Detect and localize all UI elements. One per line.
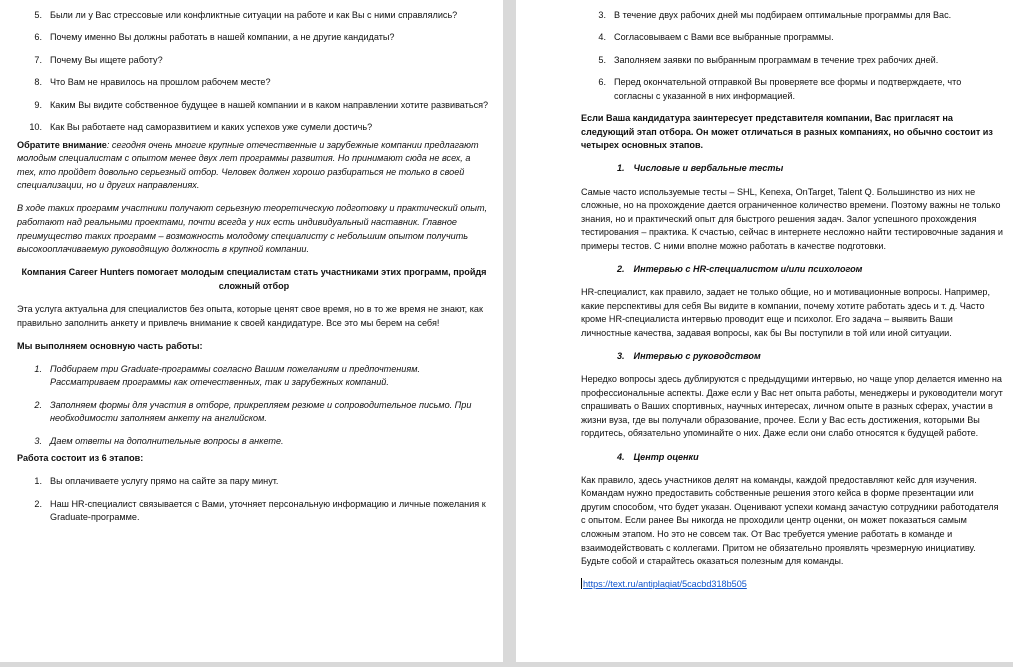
list-item: 4. Согласовываем с Вами все выбранные программы. [598, 32, 834, 43]
section-heading: Компания Career Hunters помогает молодым специалистам стать участниками этих программ, пройдя сложный отбор [21, 267, 487, 291]
questions-list [17, 9, 491, 135]
list-item: 6. Перед окончательной отправкой Вы проверяете все формы и подтверждаете, что согласны с указанной в них информацией. [598, 77, 962, 101]
programs-paragraph: В ходе таких программ участники получают серьезную теоретическую подготовку и практический опыт, работают над реальными проектами, почти всегда у них есть индивидуальный наставник. Главное преимущество таких программ – возможность молодому специалисту с небольшим опытом получить высокооплачиваемую руководящую должность в крупной компании. [17, 203, 487, 255]
section-paragraph: Нередко вопросы здесь дублируются с предыдущими интервью, но чаще упор делается именно на профессиональные аспекты. Даже если у Вас нет опыта работы, менеджеры и руководители могут спрашивать о Ваших спортивных, научных интересах, личном опыте в разных сферах, участии в жизни вуза, где вы получали образование, прочее. Если у Вас есть достижения, которыми Вы гордитесь, обязательно упоминайте о них. Даже если они слабо относятся к будущей работе. [581, 374, 1003, 439]
we-do-list [17, 363, 491, 449]
list-item: 6. Почему именно Вы должны работать в нашей компании, а не другие кандидаты? [34, 32, 395, 43]
list-item: 2. Наш HR-специалист связывается с Вами, уточняет персональную информацию и личные пожелания к Graduate-программе. [34, 498, 486, 523]
text-cursor [581, 578, 582, 589]
link-line [581, 578, 1003, 592]
list-item: 1. Вы оплачиваете услугу прямо на сайте за пару минут. [34, 476, 279, 487]
stages-list [17, 475, 491, 525]
attention-paragraph: Обратите внимание: сегодня очень многие крупные отечественные и зарубежные компании предлагают молодым специалистам с опытом менее двух лет программы развития. Но принимают сюда не всех, а тех, кто пройдет довольно серьезный отбор. Человек должен хорошо разбираться не только в своей специализации, но и других направлениях. [17, 139, 479, 191]
we-do-heading: Мы выполняем основную часть работы: [17, 340, 203, 351]
list-item: 9. Каким Вы видите собственное будущее в нашей компании и в каком направлении хотите развиваться? [34, 99, 489, 110]
list-item: 3. Даем ответы на дополнительные вопросы в анкете. [34, 435, 284, 446]
stages-list-continued [581, 9, 1003, 103]
section-paragraph: Самые часто используемые тесты – SHL, Kenexa, OnTarget, Talent Q. Большинство из них не сложные, но на прохождение дается ограниченное количество времени. Поэтому важны не только знания, но и практический опыт для быстрого решения задач. Залог успешного прохождения тестирования – практика. К счастью, сейчас в интернете несложно найти тестировочные задания и примеры тестов. С ними вполне можно работать в качестве подготовки. [581, 186, 1003, 251]
document-page-right [516, 0, 1013, 662]
candidacy-paragraph: Если Ваша кандидатура заинтересует представителя компании, Вас пригласят на следующий этап отбора. Он может отличаться в разных компаниях, но обычно состоит из четырех основных этапов. [581, 113, 993, 151]
list-item: 10. Как Вы работаете над саморазвитием и каких успехов уже сумели достичь? [29, 121, 373, 132]
section-heading: 1. Числовые и вербальные тесты [617, 163, 784, 174]
list-item: 8. Что Вам не нравилось на прошлом рабочем месте? [34, 77, 271, 88]
list-item: 5. Были ли у Вас стрессовые или конфликтные ситуации на работе и как Вы с ними справлялись? [34, 10, 458, 20]
list-item: 7. Почему Вы ищете работу? [34, 54, 163, 65]
stages-heading: Работа состоит из 6 этапов: [17, 453, 144, 464]
service-paragraph: Эта услуга актуальна для специалистов без опыта, которые ценят свое время, но в то же время не знают, как правильно заполнить анкету и привлечь внимание к своей кандидатуре. Все это мы берем на себя! [17, 303, 483, 328]
section-heading: 4. Центр оценки [617, 451, 699, 462]
list-item: 5. Заполняем заявки по выбранным программам в течение трех рабочих дней. [598, 54, 939, 65]
list-item: 2. Заполняем формы для участия в отборе, прикрепляем резюме и сопроводительное письмо. При необходимости заполняем анкету на английском. [34, 399, 472, 424]
source-link[interactable]: https://text.ru/antiplagiat/5cacbd318b505 [583, 579, 747, 590]
section-heading: 3. Интервью с руководством [617, 350, 761, 361]
section-paragraph: HR-специалист, как правило, задает не только общие, но и мотивационные вопросы. Например, какие перспективы для себя Вы видите в компании, почему хотите работать здесь и т. д. Часто кроме HR-специалиста интервью проводит еще и психолог. Его задача – выявить Ваши личностные качества, задавая вопросы, как бы Вы поступили в той или иной ситуации. [581, 287, 991, 338]
list-item: 1. Подбираем три Graduate-программы согласно Вашим пожеланиям и предпочтениям. Рассматриваем программы как отечественных, так и зарубежных компаний. [34, 363, 420, 388]
section-heading: 2. Интервью с HR-специалистом и/или психологом [617, 264, 863, 274]
list-item: 3. В течение двух рабочих дней мы подбираем оптимальные программы для Вас. [598, 10, 952, 20]
section-paragraph: Как правило, здесь участников делят на команды, каждой предоставляют кейс для изучения. Командам нужно предоставить собственные решения этого кейса в форме презентации или другим способом, что будет указан. Оценивают успехи команд зачастую сотрудники работодателя с опытом. Если ранее Вы никогда не проходили центр оценки, он может показаться самым сложным этапом. Но это не совсем так. От Вас требуется умение работать в команде и взаимодействовать с коллегами. Притом не обязательно проявлять чрезмерную инициативу. Будьте собой и старайтесь оказаться полезным для команды. [581, 474, 999, 567]
document-page-left [0, 0, 503, 662]
